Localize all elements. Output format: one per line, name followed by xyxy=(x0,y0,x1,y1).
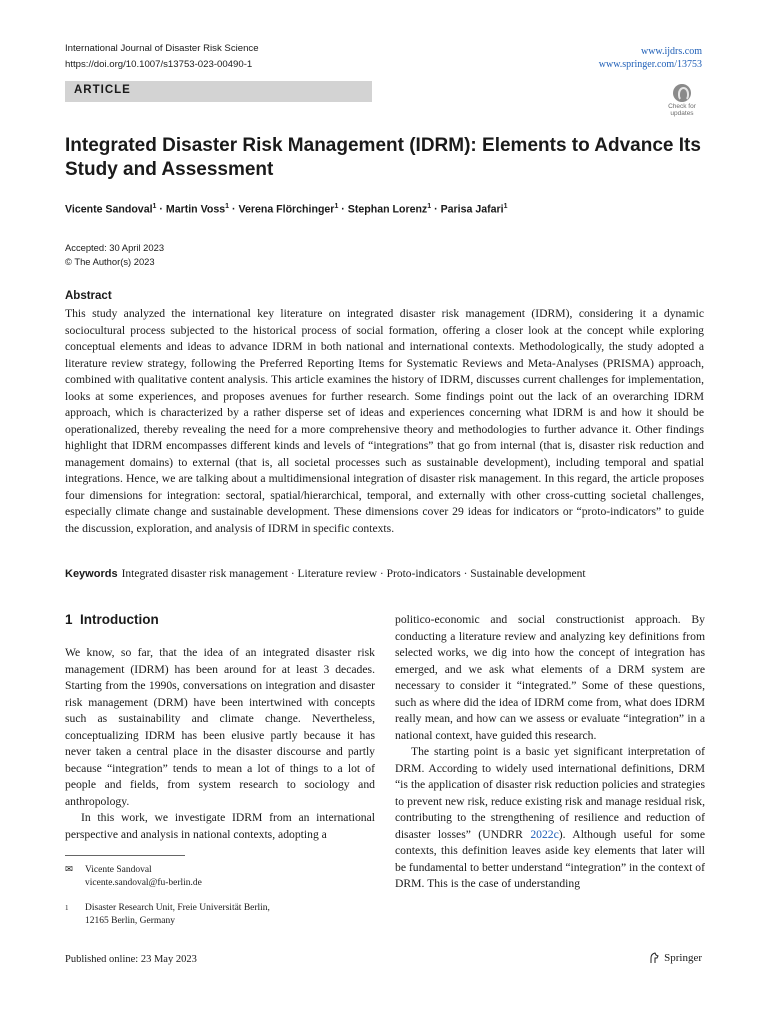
abstract-heading: Abstract xyxy=(65,290,112,302)
author-name[interactable]: Vicente Sandoval xyxy=(65,203,153,216)
published-online: Published online: 23 May 2023 xyxy=(65,954,197,965)
author-name[interactable]: Stephan Lorenz xyxy=(347,203,428,216)
keywords-line xyxy=(65,566,705,582)
corresponding-author xyxy=(65,864,202,888)
springer-horse-icon xyxy=(648,952,660,964)
journal-header xyxy=(65,41,259,72)
author-affiliation-marker: 1 xyxy=(152,203,157,210)
check-for-updates-badge[interactable] xyxy=(662,84,702,124)
copyright-line: © The Author(s) 2023 xyxy=(65,256,155,267)
affiliation-note xyxy=(65,902,270,926)
citation-link[interactable]: 2022c xyxy=(530,827,559,841)
paper-title: Integrated Disaster Risk Management (IDRM): Elements to Advance Its Study and Assessment xyxy=(65,135,701,180)
journal-links xyxy=(599,45,702,71)
article-type-bar xyxy=(65,81,372,102)
section-heading xyxy=(65,612,159,627)
affiliation-line-1: Disaster Research Unit, Freie Universität Berlin, xyxy=(85,903,270,913)
affiliation-line-2: 12165 Berlin, Germany xyxy=(85,916,175,926)
badge-line-2: updates xyxy=(670,110,694,117)
journal-name: International Journal of Disaster Risk Science xyxy=(65,43,259,54)
badge-line-1: Check for xyxy=(668,103,696,110)
author-separator: · xyxy=(229,203,239,216)
author-affiliation-marker: 1 xyxy=(225,203,230,210)
ijdrs-link[interactable]: www.ijdrs.com xyxy=(640,46,702,57)
right-column xyxy=(395,612,705,893)
publication-dates xyxy=(65,241,164,269)
corresponding-name: Vicente Sandoval xyxy=(85,865,152,875)
intro-paragraph-4 xyxy=(395,744,705,893)
affiliation-marker: 1 xyxy=(65,904,69,912)
paragraph-text-cont: ). Although useful for some contexts, this definition leaves aside key elements that later will be fundamental to better understand “integration” in the context of DRM. This is the case of understanding xyxy=(395,827,705,890)
publisher-logo xyxy=(648,952,702,964)
author-separator: · xyxy=(431,203,441,216)
section-title: Introduction xyxy=(80,612,159,627)
corresponding-email[interactable]: vicente.sandoval@fu-berlin.de xyxy=(85,878,202,888)
keywords-label: Keywords xyxy=(65,568,118,580)
article-type-label: ARTICLE xyxy=(74,84,131,96)
author-name[interactable]: Verena Flörchinger xyxy=(238,203,335,216)
author-name[interactable]: Parisa Jafari xyxy=(440,203,504,216)
check-updates-icon xyxy=(673,84,691,102)
paragraph-text: The starting point is a basic yet significant interpretation of DRM. According to widely used international definitions, DRM “is the application of disaster risk reduction policies and strategies to prevent new risk, reduce existing risk and manage residual risk, contributing to the strengthening of resilience and reduction of disaster losses” (UNDRR xyxy=(395,745,705,841)
author-affiliation-marker: 1 xyxy=(503,203,508,210)
doi-link[interactable]: https://doi.org/10.1007/s13753-023-00490-1 xyxy=(65,58,253,70)
intro-paragraph-2: In this work, we investigate IDRM from an international perspective and analysis in national contexts, adopting a xyxy=(65,811,375,841)
keywords-list: Integrated disaster risk management · Literature review · Proto-indicators · Sustainable development xyxy=(121,568,586,580)
author-list xyxy=(65,203,705,216)
left-column xyxy=(65,645,375,843)
section-number: 1 xyxy=(65,612,73,627)
author-affiliation-marker: 1 xyxy=(334,203,339,210)
author-affiliation-marker: 1 xyxy=(427,203,432,210)
accepted-date: Accepted: 30 April 2023 xyxy=(65,242,165,253)
author-separator: · xyxy=(338,203,348,216)
publisher-name: Springer xyxy=(664,952,702,964)
intro-paragraph-1: We know, so far, that the idea of an integrated disaster risk management (IDRM) has been around for at least 3 decades. Starting from the 1990s, conversations on integration and disaster risk management (DRM) have been intertwined with concepts such as sustainability and climate change. Nevertheless, conceptualizing IDRM has been elusive partly because it has never taken a central place in the disaster discourse and partly because “integration” tends to mean a lot of things to a lot of people and fields, from system research to sociology and anthropology. xyxy=(65,646,375,808)
envelope-icon: ✉ xyxy=(65,865,73,875)
abstract-text: This study analyzed the international key literature on integrated disaster risk management (IDRM), considering it a dynamic sociocultural process subjected to the historical process of social formation, offering a closer look at the concept while exploring conceptual elements and ideas to advance IDRM in both national and international contexts. Methodologically, the study adopted a literature review strategy, following the Preferred Reporting Items for Systematic Reviews and Meta-Analyses (PRISMA) approach, combined with qualitative content analysis. This article examines the history of IDRM, discusses current challenges for implementation, looks at some experiences, and proposes avenues for further research. Some findings point out the lack of an overarching IDRM approach, which is characterized by a rather disperse set of ideas and experiences concerning what IDRM is and how it should be operationalized, thereby revealing the need for a more comprehensive theory and methodologies to further advance it. Other findings highlight that IDRM encompasses different kinds and levels of “integrations” that go from internal (that is, disaster risk reduction and management domains) to external (that is, all societal processes such as sustainable development), including temporal and spatial integrations. Hence, we are talking about a multidimensional integration of disaster risk management. In this regard, the article proposes four dimensions for integration: sectoral, spatial/hierarchical, temporal, and externally with other cross-cutting societal challenges, especially climate change and sustainable development. These dimensions cover 29 ideas for indicators or “proto-indicators” to guide the discussion, exploration, and analysis of IDRM in specific contexts. xyxy=(65,307,704,535)
footnote-divider xyxy=(65,855,185,856)
author-separator: · xyxy=(156,203,166,216)
author-name[interactable]: Martin Voss xyxy=(165,203,226,216)
intro-paragraph-3: politico-economic and social constructionist approach. By conducting a literature review and analyzing key definitions from selected works, we dig into how the concept of integration has emerged, and we ask what elements of a DRM system are necessary to consider it “integrated.” Some of these questions, such as where did the idea of IDRM come from, what does IDRM really mean, and how can we assess or evaluate “integration” in a national context, have guided this research. xyxy=(395,613,705,742)
springer-journal-link[interactable]: www.springer.com/13753 xyxy=(598,59,702,70)
